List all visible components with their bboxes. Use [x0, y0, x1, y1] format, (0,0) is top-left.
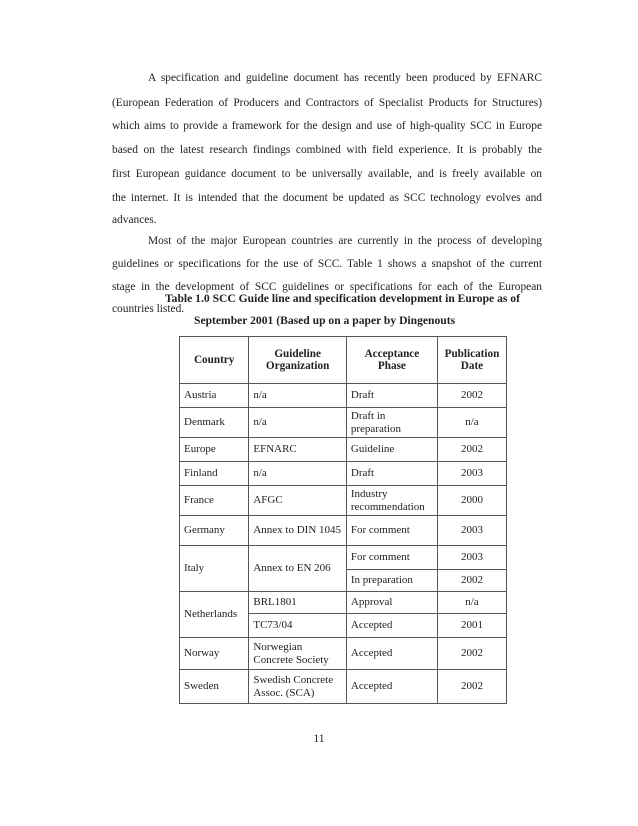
cell-country: Italy — [180, 546, 249, 592]
cell-date: 2003 — [437, 462, 506, 486]
cell-phase: Accepted — [346, 670, 437, 704]
cell-country: Germany — [180, 516, 249, 546]
cell-date: 2002 — [437, 570, 506, 592]
cell-organization: Annex to DIN 1045 — [249, 516, 347, 546]
cell-date: 2002 — [437, 384, 506, 408]
cell-country: Netherlands — [180, 592, 249, 638]
cell-organization: EFNARC — [249, 438, 347, 462]
cell-phase: Industry recommendation — [346, 486, 437, 516]
cell-organization: Norwegian Concrete Society — [249, 638, 347, 670]
table-row — [180, 670, 507, 704]
cell-phase: Draft in preparation — [346, 408, 437, 438]
paragraph-1-line-7: advances. — [112, 214, 157, 226]
cell-date: 2002 — [437, 670, 506, 704]
table-row — [180, 638, 507, 670]
table-row — [180, 384, 507, 408]
table-row — [180, 438, 507, 462]
cell-phase: Guideline — [346, 438, 437, 462]
page-number: 11 — [313, 733, 325, 745]
cell-phase: For comment — [346, 516, 437, 546]
cell-date: 2002 — [437, 638, 506, 670]
cell-country: Norway — [180, 638, 249, 670]
table-caption-line-2: September 2001 (Based up on a paper by Dingenouts — [194, 314, 456, 327]
paragraph-1-line-3: which aims to provide a framework for the design and use of high-quality SCC in Europe — [112, 120, 542, 132]
table-caption-line-1: Table 1.0 SCC Guide line and specification development in Europe as of — [165, 292, 520, 305]
cell-phase: Accepted — [346, 638, 437, 670]
paragraph-2-line-4: countries listed. — [112, 303, 185, 315]
table-row — [180, 546, 507, 570]
table-row — [180, 462, 507, 486]
cell-organization: n/a — [249, 462, 347, 486]
cell-organization: Swedish Concrete Assoc. (SCA) — [249, 670, 347, 704]
paragraph-1-line-6: the internet. It is intended that the document be updated as SCC technology evolves and — [112, 192, 542, 204]
cell-phase: Approval — [346, 592, 437, 614]
paragraph-1-line-5: first European guidance document to be universally available, and is freely available on — [112, 168, 542, 180]
header-country: Country — [180, 337, 249, 384]
cell-phase: In preparation — [346, 570, 437, 592]
cell-phase: Draft — [346, 462, 437, 486]
cell-organization: n/a — [249, 384, 347, 408]
cell-country: France — [180, 486, 249, 516]
paragraph-2-line-3: stage in the development of SCC guidelines or specifications for each of the European — [112, 281, 542, 293]
header-publication-date: Publication Date — [437, 337, 506, 384]
cell-date: 2002 — [437, 438, 506, 462]
cell-date: n/a — [437, 408, 506, 438]
table-row — [180, 486, 507, 516]
cell-organization: BRL1801 — [249, 592, 347, 614]
cell-date: 2003 — [437, 546, 506, 570]
header-acceptance-phase: Acceptance Phase — [346, 337, 437, 384]
cell-date: 2001 — [437, 614, 506, 638]
table-row — [180, 592, 507, 614]
cell-organization: Annex to EN 206 — [249, 546, 347, 592]
cell-organization: TC73/04 — [249, 614, 347, 638]
header-guideline-organization: Guideline Organization — [249, 337, 347, 384]
paragraph-1-line-2: (European Federation of Producers and Contractors of Specialist Products for Structures) — [112, 97, 542, 109]
cell-date: 2003 — [437, 516, 506, 546]
cell-country: Europe — [180, 438, 249, 462]
cell-organization: n/a — [249, 408, 347, 438]
table-row — [180, 516, 507, 546]
scc-guideline-table — [179, 336, 507, 704]
paragraph-2-line-2: guidelines or specifications for the use of SCC. Table 1 shows a snapshot of the current — [112, 258, 542, 270]
table-header-row — [180, 337, 507, 384]
cell-date: 2000 — [437, 486, 506, 516]
cell-country: Sweden — [180, 670, 249, 704]
cell-phase: Draft — [346, 384, 437, 408]
paragraph-1-line-4: based on the latest research findings combined with field experience. It is probably the — [112, 144, 542, 156]
paragraph-2-line-1: Most of the major European countries are currently in the process of developing — [148, 235, 542, 247]
table-row — [180, 408, 507, 438]
cell-country: Austria — [180, 384, 249, 408]
cell-country: Denmark — [180, 408, 249, 438]
cell-organization: AFGC — [249, 486, 347, 516]
cell-country: Finland — [180, 462, 249, 486]
paragraph-1-line-1: A specification and guideline document has recently been produced by EFNARC — [148, 72, 542, 84]
cell-phase: Accepted — [346, 614, 437, 638]
cell-phase: For comment — [346, 546, 437, 570]
cell-date: n/a — [437, 592, 506, 614]
